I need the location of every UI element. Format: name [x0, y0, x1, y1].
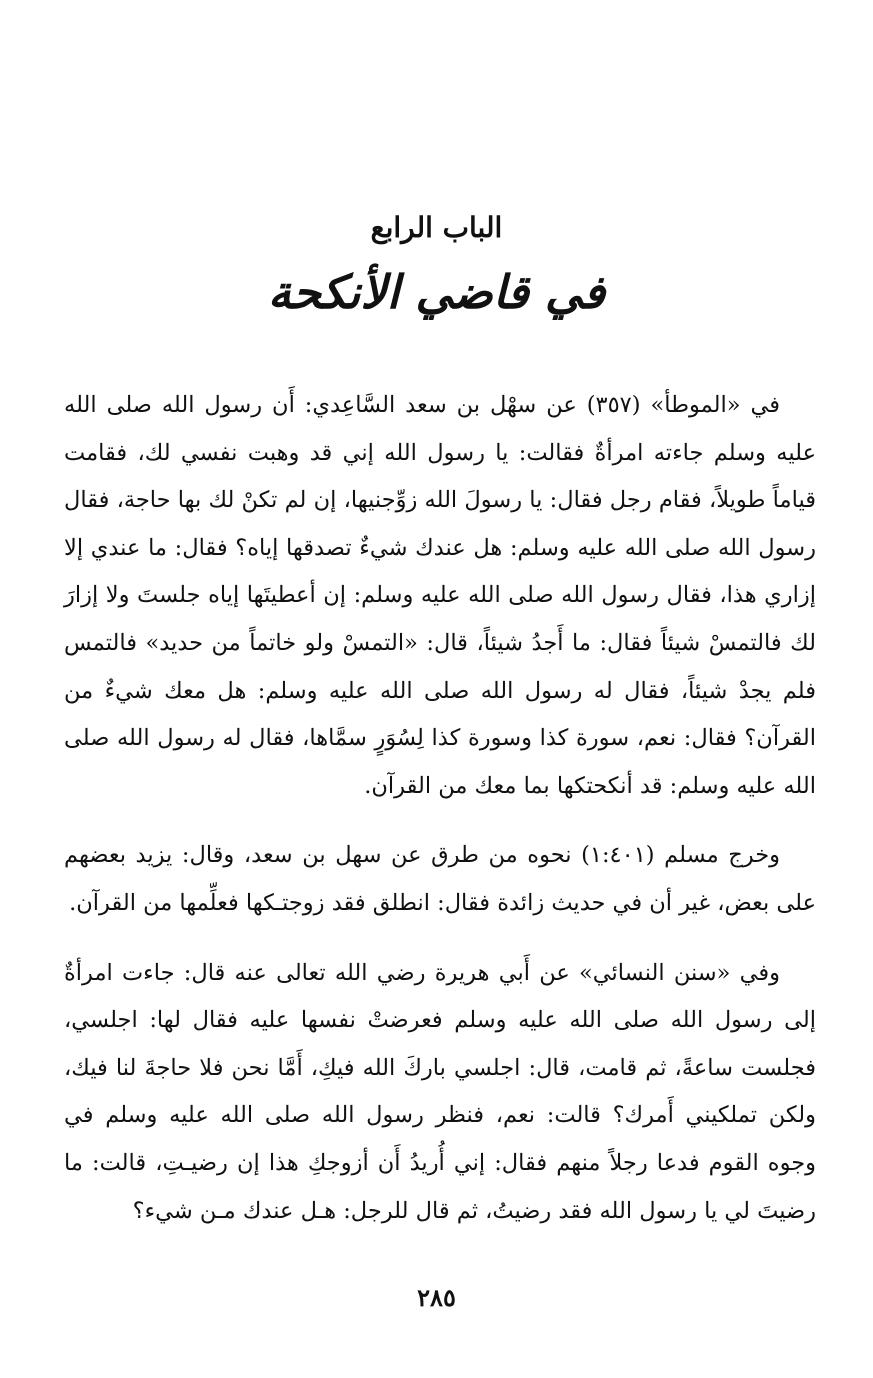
page-number: ٢٨٥	[417, 1283, 456, 1312]
paragraph-muslim-narration: وخرج مسلم (١:٤٠١) نحوه من طرق عن سهل بن سعد، وقال: يزيد بعضهم على بعض، غير أن في حديث زائدة فقال: انطلق فقد زوجتـكها فعلِّمها من القرآن.	[64, 842, 816, 916]
chapter-title: في قاضي الأنكحة	[267, 265, 606, 319]
paragraph-muwatta-hadith: في «الموطأ» (٣٥٧) عن سهْل بن سعد السَّاعِدي: أَن رسول الله صلى الله عليه وسلم جاءته امرأةٌ فقالت: يا رسول الله إني قد وهبت نفسي لك، فقامت قياماً طويلاً، فقام رجل فقال: يا رسولَ الله زوِّجنيها، إن لم تكنْ لك بها حاجة، فقال رسول الله صلى الله عليه وسلم: هل عندك شيءٌ تصدقها إياه؟ فقال: ما عندي إلا إزاري هذا، فقال رسول الله صلى الله عليه وسلم: إن أعطيتَها إياه جلستَ ولا إزارَ لك فالتمسْ شيئاً فقال: ما أَجدُ شيئاً، قال: «التمسْ ولو خاتماً من حديد» فالتمس فلم يجدْ شيئاً، فقال له رسول الله صلى الله عليه وسلم: هل معك شيءٌ من القرآن؟ فقال: نعم، سورة كذا وسورة كذا لِسُوَرٍ سمَّاها، فقال له رسول الله صلى الله عليه وسلم: قد أنكحتكها بما معك من القرآن.	[64, 392, 816, 799]
body-text	[64, 382, 816, 1235]
paragraph-nasai-narration: وفي «سنن النسائي» عن أَبي هريرة رضي الله تعالى عنه قال: جاءت امرأةٌ إلى رسول الله صلى الله عليه وسلم فعرضتْ نفسها عليه فقال لها: اجلسي، فجلست ساعةً، ثم قامت، قال: اجلسي باركَ الله فيكِ، أَمَّا نحن فلا حاجةَ لنا فيك، ولكن تملكيني أَمرك؟ قالت: نعم، فنظر رسول الله صلى الله عليه وسلم في وجوه القوم فدعا رجلاً منهم فقال: إني أُريدُ أَن أزوجكِ هذا إن رضيـتِ، قالت: ما رضيتَ لي يا رسول الله فقد رضيتُ، ثم قال للرجل: هـل عندك مـن شيء؟	[64, 959, 816, 1224]
chapter-number: الباب الرابع	[370, 211, 503, 244]
